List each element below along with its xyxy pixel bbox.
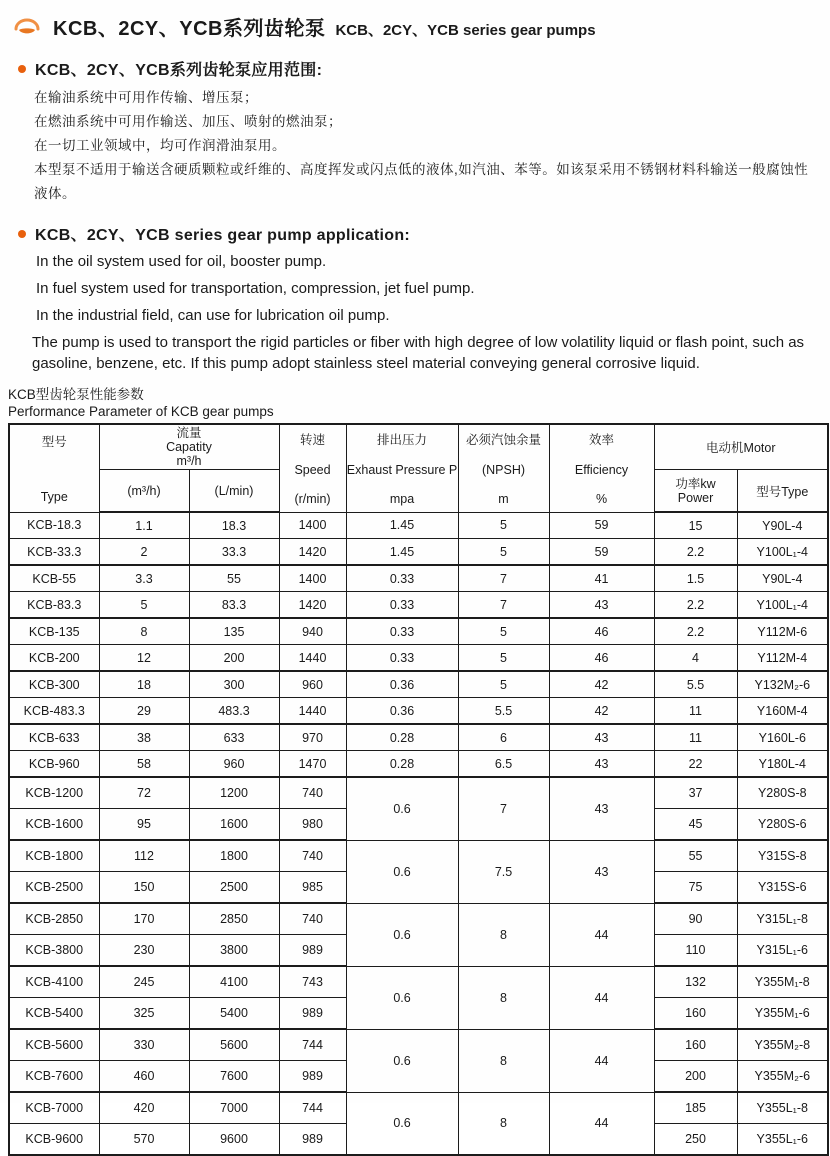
col-header-efficiency-zh: 效率 [589,433,615,448]
brand-arc-icon [12,15,44,39]
motor-type-cell: Y355M₂-6 [737,1061,828,1093]
pressure-cell: 0.6 [346,966,458,1029]
table-row [9,539,828,566]
capacity-lmin-cell: 633 [189,724,279,751]
motor-type-cell: Y280S-8 [737,777,828,809]
power-cell: 45 [654,809,737,841]
col-header-power-en: Power [677,490,714,505]
power-cell: 160 [654,998,737,1030]
npsh-cell: 7 [458,592,549,619]
section-body-en [32,251,812,374]
model-cell: KCB-300 [9,671,99,698]
capacity-m3h-cell: 112 [99,840,189,872]
efficiency-cell: 44 [549,1029,654,1092]
capacity-lmin-cell: 3800 [189,935,279,967]
speed-cell: 970 [279,724,346,751]
efficiency-cell: 42 [549,671,654,698]
en-line-3: In the industrial field, can use for lubrication oil pump. [36,307,390,324]
table-row [9,751,828,778]
speed-cell: 1440 [279,698,346,725]
speed-cell: 1420 [279,539,346,566]
motor-type-cell: Y160L-6 [737,724,828,751]
table-row [9,592,828,619]
model-cell: KCB-633 [9,724,99,751]
power-cell: 2.2 [654,618,737,645]
col-header-motor [654,424,828,470]
power-cell: 11 [654,724,737,751]
motor-type-cell: Y355L₁-8 [737,1092,828,1124]
model-cell: KCB-55 [9,565,99,592]
power-cell: 132 [654,966,737,998]
zh-line-4: 本型泵不适用于输送含硬质颗粒或纤维的、高度挥发或闪点低的液体,如汽油、苯等。如该泵采用不锈钢材料科输送一般腐蚀性液体。 [34,162,809,201]
capacity-m3h-cell: 325 [99,998,189,1030]
efficiency-cell: 42 [549,698,654,725]
efficiency-cell: 43 [549,777,654,840]
speed-cell: 744 [279,1092,346,1124]
power-cell: 15 [654,512,737,539]
col-header-lmin-text: (L/min) [214,483,254,498]
efficiency-cell: 59 [549,512,654,539]
capacity-m3h-cell: 245 [99,966,189,998]
speed-cell: 980 [279,809,346,841]
power-cell: 110 [654,935,737,967]
motor-type-cell: Y315L₁-6 [737,935,828,967]
model-cell: KCB-33.3 [9,539,99,566]
capacity-m3h-cell: 2 [99,539,189,566]
capacity-lmin-cell: 18.3 [189,512,279,539]
capacity-lmin-cell: 2500 [189,872,279,904]
col-header-power-zh: 功率kw [675,476,716,491]
col-header-npsh-unit: m [498,492,509,507]
motor-type-cell: Y355M₁-8 [737,966,828,998]
col-header-model-zh: 型号 [41,435,67,450]
col-header-motor-text: 电动机Motor [706,441,776,455]
zh-line-2: 在燃油系统中可用作输送、加压、喷射的燃油泵； [34,114,342,129]
npsh-cell: 8 [458,966,549,1029]
pressure-cell: 0.36 [346,671,458,698]
speed-cell: 985 [279,872,346,904]
speed-cell: 960 [279,671,346,698]
motor-type-cell: Y280S-6 [737,809,828,841]
performance-table [8,423,829,1156]
col-header-speed [279,424,346,512]
model-cell: KCB-9600 [9,1124,99,1156]
capacity-m3h-cell: 3.3 [99,565,189,592]
capacity-m3h-cell: 5 [99,592,189,619]
capacity-lmin-cell: 55 [189,565,279,592]
pressure-cell: 0.28 [346,751,458,778]
model-cell: KCB-483.3 [9,698,99,725]
table-row [9,1029,828,1061]
power-cell: 2.2 [654,539,737,566]
speed-cell: 1470 [279,751,346,778]
npsh-cell: 5.5 [458,698,549,725]
speed-cell: 743 [279,966,346,998]
npsh-cell: 6.5 [458,751,549,778]
section-heading-en-text: KCB、2CY、YCB series gear pump application: [35,227,411,244]
power-cell: 2.2 [654,592,737,619]
section-body-zh [34,86,810,206]
model-cell: KCB-200 [9,645,99,672]
motor-type-cell: Y112M-6 [737,618,828,645]
motor-type-cell: Y90L-4 [737,512,828,539]
col-header-npsh-en: (NPSH) [481,463,526,478]
page-title-en: KCB、2CY、YCB series gear pumps [335,22,596,39]
model-cell: KCB-2500 [9,872,99,904]
table-titles [8,386,824,420]
col-header-capacity-en: Capatity [166,440,212,454]
capacity-m3h-cell: 150 [99,872,189,904]
speed-cell: 989 [279,935,346,967]
capacity-lmin-cell: 300 [189,671,279,698]
col-header-capacity-unit: m³/h [176,454,202,468]
pressure-cell: 1.45 [346,539,458,566]
npsh-cell: 5 [458,512,549,539]
motor-type-cell: Y315S-8 [737,840,828,872]
pressure-cell: 0.6 [346,1092,458,1155]
efficiency-cell: 59 [549,539,654,566]
motor-type-cell: Y355M₁-6 [737,998,828,1030]
motor-type-cell: Y315S-6 [737,872,828,904]
col-header-lmin [189,470,279,513]
section-heading-en [18,222,824,245]
efficiency-cell: 43 [549,840,654,903]
capacity-m3h-cell: 8 [99,618,189,645]
capacity-m3h-cell: 58 [99,751,189,778]
capacity-lmin-cell: 83.3 [189,592,279,619]
motor-type-cell: Y112M-4 [737,645,828,672]
model-cell: KCB-5400 [9,998,99,1030]
model-cell: KCB-1800 [9,840,99,872]
model-cell: KCB-4100 [9,966,99,998]
npsh-cell: 5 [458,539,549,566]
model-cell: KCB-18.3 [9,512,99,539]
npsh-cell: 5 [458,618,549,645]
efficiency-cell: 46 [549,618,654,645]
capacity-m3h-cell: 95 [99,809,189,841]
col-header-power [654,470,737,513]
npsh-cell: 8 [458,1029,549,1092]
motor-type-cell: Y160M-4 [737,698,828,725]
efficiency-cell: 43 [549,751,654,778]
speed-cell: 989 [279,998,346,1030]
capacity-m3h-cell: 1.1 [99,512,189,539]
npsh-cell: 7 [458,565,549,592]
power-cell: 90 [654,903,737,935]
bullet-icon [18,230,26,238]
col-header-model [9,424,99,512]
capacity-lmin-cell: 33.3 [189,539,279,566]
power-cell: 55 [654,840,737,872]
table-row [9,565,828,592]
capacity-m3h-cell: 460 [99,1061,189,1093]
capacity-lmin-cell: 4100 [189,966,279,998]
efficiency-cell: 43 [549,724,654,751]
npsh-cell: 5 [458,671,549,698]
model-cell: KCB-5600 [9,1029,99,1061]
npsh-cell: 6 [458,724,549,751]
col-header-m3h [99,470,189,513]
efficiency-cell: 46 [549,645,654,672]
power-cell: 185 [654,1092,737,1124]
capacity-lmin-cell: 1800 [189,840,279,872]
section-application-zh [8,57,824,206]
model-cell: KCB-1200 [9,777,99,809]
capacity-lmin-cell: 9600 [189,1124,279,1156]
capacity-lmin-cell: 1200 [189,777,279,809]
col-header-speed-en: Speed [294,463,331,478]
pressure-cell: 0.36 [346,698,458,725]
capacity-m3h-cell: 38 [99,724,189,751]
page-title [53,12,596,41]
power-cell: 22 [654,751,737,778]
power-cell: 250 [654,1124,737,1156]
power-cell: 5.5 [654,671,737,698]
table-row [9,966,828,998]
col-header-capacity [99,424,279,470]
motor-type-cell: Y180L-4 [737,751,828,778]
model-cell: KCB-135 [9,618,99,645]
model-cell: KCB-960 [9,751,99,778]
efficiency-cell: 44 [549,1092,654,1155]
col-header-npsh [458,424,549,512]
section-application-en [8,222,824,374]
pressure-cell: 1.45 [346,512,458,539]
speed-cell: 744 [279,1029,346,1061]
en-line-2: In fuel system used for transportation, compression, jet fuel pump. [36,280,475,297]
motor-type-cell: Y355L₁-6 [737,1124,828,1156]
table-title-zh: KCB型齿轮泵性能参数 [8,387,144,402]
power-cell: 1.5 [654,565,737,592]
col-header-model-en: Type [40,490,68,505]
pressure-cell: 0.6 [346,903,458,966]
capacity-m3h-cell: 18 [99,671,189,698]
model-cell: KCB-83.3 [9,592,99,619]
capacity-lmin-cell: 5600 [189,1029,279,1061]
en-paragraph: The pump is used to transport the rigid particles or fiber with high degree of low volatility liquid or flash point, such as gasoline, benzene, etc. If this pump adopt stainless steel material conveying general corrosive liquid. [32,334,805,372]
capacity-m3h-cell: 570 [99,1124,189,1156]
capacity-m3h-cell: 12 [99,645,189,672]
speed-cell: 1400 [279,512,346,539]
table-row [9,724,828,751]
col-header-speed-unit: (r/min) [294,492,331,507]
speed-cell: 989 [279,1124,346,1156]
table-row [9,512,828,539]
col-header-speed-zh: 转速 [300,433,326,448]
table-title-en: Performance Parameter of KCB gear pumps [8,404,274,419]
capacity-m3h-cell: 29 [99,698,189,725]
efficiency-cell: 44 [549,966,654,1029]
speed-cell: 740 [279,840,346,872]
npsh-cell: 7.5 [458,840,549,903]
model-cell: KCB-7000 [9,1092,99,1124]
table-row [9,777,828,809]
col-header-npsh-zh: 必须汽蚀余量 [466,433,542,448]
col-header-motor-type-text: 型号Type [756,484,809,499]
col-header-efficiency [549,424,654,512]
motor-type-cell: Y132M₂-6 [737,671,828,698]
model-cell: KCB-7600 [9,1061,99,1093]
capacity-lmin-cell: 7600 [189,1061,279,1093]
capacity-m3h-cell: 170 [99,903,189,935]
pressure-cell: 0.6 [346,1029,458,1092]
pressure-cell: 0.28 [346,724,458,751]
motor-type-cell: Y315L₁-8 [737,903,828,935]
pressure-cell: 0.33 [346,592,458,619]
col-header-m3h-text: (m³/h) [127,483,161,498]
col-header-capacity-zh: 流量 [176,426,202,440]
speed-cell: 1440 [279,645,346,672]
motor-type-cell: Y100L₁-4 [737,592,828,619]
col-header-pressure-zh: 排出压力 [377,433,428,448]
power-cell: 200 [654,1061,737,1093]
motor-type-cell: Y355M₂-8 [737,1029,828,1061]
model-cell: KCB-3800 [9,935,99,967]
page-title-zh: KCB、2CY、YCB系列齿轮泵 [53,18,326,40]
speed-cell: 1420 [279,592,346,619]
capacity-lmin-cell: 5400 [189,998,279,1030]
capacity-lmin-cell: 135 [189,618,279,645]
model-cell: KCB-2850 [9,903,99,935]
npsh-cell: 8 [458,1092,549,1155]
capacity-lmin-cell: 960 [189,751,279,778]
col-header-efficiency-en: Efficiency [574,463,629,478]
pressure-cell: 0.33 [346,645,458,672]
npsh-cell: 8 [458,903,549,966]
speed-cell: 989 [279,1061,346,1093]
speed-cell: 740 [279,903,346,935]
col-header-pressure-en: Exhaust Pressure P [346,463,458,478]
col-header-pressure-unit: mpa [389,492,415,507]
pressure-cell: 0.33 [346,565,458,592]
speed-cell: 1400 [279,565,346,592]
npsh-cell: 5 [458,645,549,672]
efficiency-cell: 44 [549,903,654,966]
motor-type-cell: Y100L₁-4 [737,539,828,566]
capacity-lmin-cell: 483.3 [189,698,279,725]
pressure-cell: 0.6 [346,777,458,840]
capacity-m3h-cell: 420 [99,1092,189,1124]
capacity-lmin-cell: 1600 [189,809,279,841]
table-row [9,840,828,872]
capacity-m3h-cell: 330 [99,1029,189,1061]
model-cell: KCB-1600 [9,809,99,841]
table-row [9,618,828,645]
capacity-m3h-cell: 230 [99,935,189,967]
speed-cell: 740 [279,777,346,809]
pressure-cell: 0.6 [346,840,458,903]
section-heading-zh-text: KCB、2CY、YCB系列齿轮泵应用范围: [35,62,323,79]
section-heading-zh [18,57,824,80]
bullet-icon [18,65,26,73]
speed-cell: 940 [279,618,346,645]
doc-header [12,12,824,41]
table-row [9,698,828,725]
capacity-m3h-cell: 72 [99,777,189,809]
motor-type-cell: Y90L-4 [737,565,828,592]
power-cell: 11 [654,698,737,725]
capacity-lmin-cell: 7000 [189,1092,279,1124]
table-row [9,645,828,672]
capacity-lmin-cell: 200 [189,645,279,672]
power-cell: 75 [654,872,737,904]
en-line-1: In the oil system used for oil, booster pump. [36,253,327,270]
efficiency-cell: 41 [549,565,654,592]
power-cell: 160 [654,1029,737,1061]
performance-table-body [9,512,828,1155]
col-header-pressure [346,424,458,512]
table-row [9,903,828,935]
efficiency-cell: 43 [549,592,654,619]
zh-line-1: 在输油系统中可用作传输、增压泵； [34,90,258,105]
pressure-cell: 0.33 [346,618,458,645]
power-cell: 4 [654,645,737,672]
table-row [9,671,828,698]
table-row [9,1092,828,1124]
col-header-efficiency-unit: % [595,492,608,507]
npsh-cell: 7 [458,777,549,840]
zh-line-3: 在一切工业领域中，均可作润滑油泵用。 [34,138,286,153]
col-header-motor-type [737,470,828,513]
power-cell: 37 [654,777,737,809]
capacity-lmin-cell: 2850 [189,903,279,935]
